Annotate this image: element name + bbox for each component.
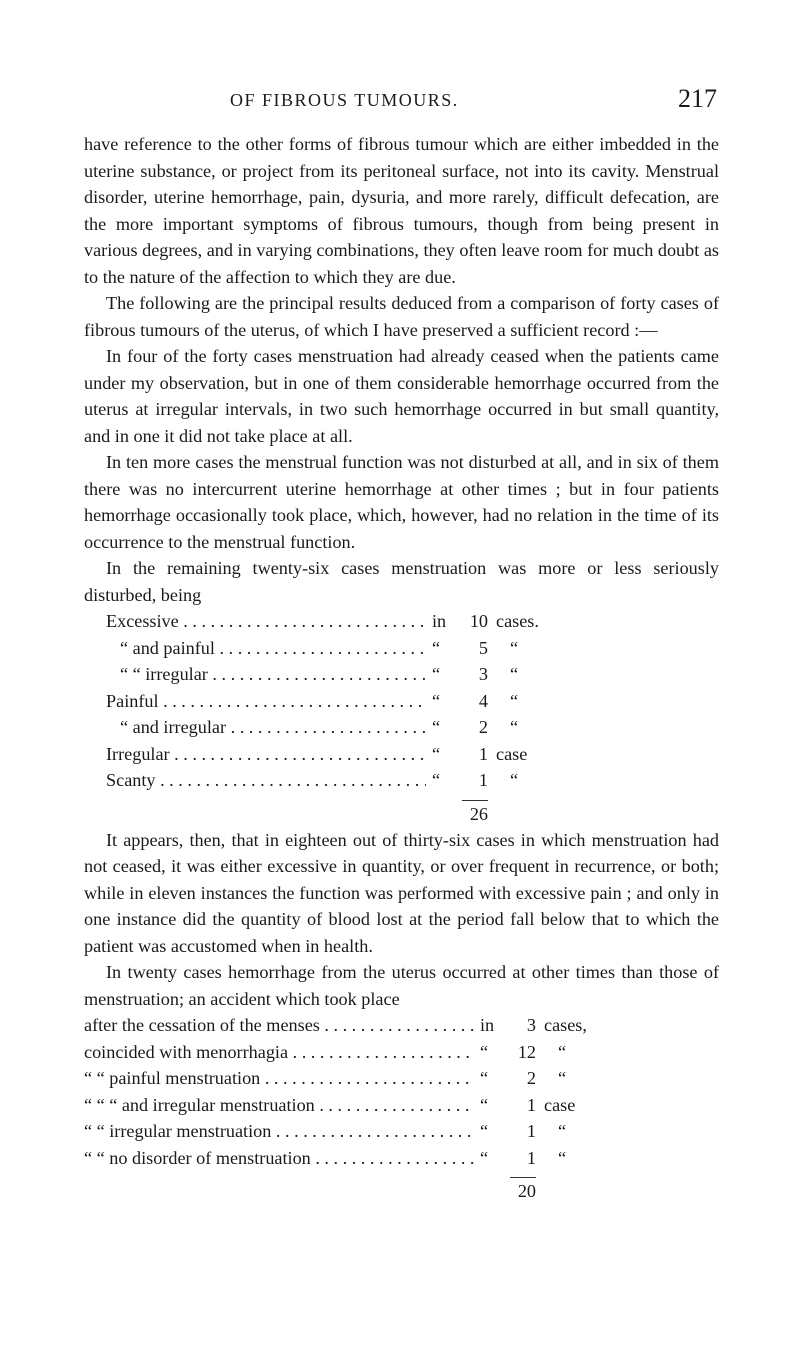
total-count: 26: [469, 803, 488, 824]
row-unit: “: [558, 1147, 567, 1168]
row-label: after the cessation of the menses . . .: [84, 1012, 474, 1039]
row-label: “ and painful . . .: [106, 635, 426, 662]
row-label: “ and irregular . . .: [106, 714, 426, 741]
paragraph-2: The following are the principal results deduced from a comparison of forty cases of fibrous tumours of the uterus, of which I have preserved a sufficient record :—: [84, 293, 719, 340]
row-label: Excessive . . .: [106, 608, 426, 635]
row-label: “ “ painful menstruation . . .: [84, 1065, 474, 1092]
row-unit: “: [558, 1068, 567, 1088]
row-unit: “: [510, 664, 519, 684]
table-total: [462, 801, 666, 827]
table-total: [510, 1178, 719, 1204]
paragraph-4: In ten more cases the menstrual function was not disturbed at all, and in six of them there was no intercurrent uterine hemorrhage at other times ; but in four patients hemorrhage occasionally took place, which, however, had no relation in the time of its occurrence to the menstrual function.: [84, 452, 719, 552]
row-unit: “: [558, 1041, 567, 1062]
row-prefix: “: [480, 1094, 489, 1115]
table-row: [84, 1039, 719, 1066]
row-prefix: “: [432, 770, 441, 790]
row-prefix: “: [480, 1147, 489, 1168]
row-count: 10: [469, 611, 488, 631]
sum-rule: [462, 794, 488, 801]
row-label: “ “ irregular menstruation . . .: [84, 1118, 474, 1145]
paragraph-3: In four of the forty cases menstruation had already ceased when the patients came under my observation, but in one of them considerable hemorrhage occurred from the uterus at irregular intervals, in two such hemorrhage occurred in but small quantity, and in one it did not take place at all.: [84, 346, 719, 446]
row-label: “ “ “ and irregular menstruation . . .: [84, 1092, 474, 1119]
table-row: [106, 635, 666, 662]
row-unit: case: [544, 1094, 576, 1115]
row-count: 1: [478, 743, 488, 764]
paragraph-7: In twenty cases hemorrhage from the uterus occurred at other times than those of menstruation; an accident which took place: [84, 962, 719, 1009]
paragraph-5: In the remaining twenty-six cases menstruation was more or less seriously disturbed, being: [84, 558, 719, 605]
row-prefix: “: [480, 1041, 489, 1062]
row-prefix: “: [480, 1121, 489, 1141]
row-prefix: in: [432, 611, 447, 631]
row-unit: “: [510, 770, 519, 790]
row-count: 4: [478, 690, 488, 711]
row-unit: cases.: [496, 611, 539, 631]
row-label: Painful . . .: [106, 688, 426, 715]
row-unit: “: [510, 637, 519, 658]
row-label: “ “ irregular . . .: [106, 661, 426, 688]
row-unit: “: [558, 1121, 567, 1141]
row-count: 3: [478, 664, 488, 684]
row-count: 2: [478, 717, 488, 737]
table-row: [84, 1145, 719, 1172]
row-label: Irregular . . .: [106, 741, 426, 768]
row-prefix: “: [480, 1068, 489, 1088]
table-row: [84, 1065, 719, 1092]
row-count: 3: [526, 1015, 536, 1035]
row-unit: cases,: [544, 1015, 587, 1035]
row-count: 12: [517, 1041, 536, 1062]
row-prefix: “: [432, 717, 441, 737]
sum-rule: [510, 1171, 536, 1178]
page-number: 217: [678, 84, 717, 113]
menstruation-table: [106, 608, 666, 827]
running-title: OF FIBROUS TUMOURS.: [230, 90, 459, 110]
table-row: [106, 767, 666, 794]
row-unit: “: [510, 690, 519, 711]
row-count: 1: [526, 1147, 536, 1168]
row-count: 5: [478, 637, 488, 658]
table-row: [84, 1012, 719, 1039]
row-unit: “: [510, 717, 519, 737]
row-label: Scanty . . .: [106, 767, 426, 794]
table-row: [84, 1118, 719, 1145]
table-row: [106, 608, 666, 635]
row-prefix: “: [432, 690, 441, 711]
row-label: coincided with menorrhagia . . .: [84, 1039, 474, 1066]
row-count: 1: [526, 1094, 536, 1115]
table-row: [106, 661, 666, 688]
row-prefix: “: [432, 743, 441, 764]
row-unit: case: [496, 743, 528, 764]
row-count: 1: [526, 1121, 536, 1141]
row-count: 1: [478, 770, 488, 790]
row-label: “ “ no disorder of menstruation . . .: [84, 1145, 474, 1172]
row-prefix: “: [432, 637, 441, 658]
table-row: [106, 688, 666, 715]
hemorrhage-table: [84, 1012, 719, 1204]
table-row: [84, 1092, 719, 1119]
paragraph-6: It appears, then, that in eighteen out of thirty-six cases in which menstruation had not ceased, it was either excessive in quantity, or over frequent in recurrence, or both; while in eleven instances the function was performed with excessive pain ; and only in one instance did the quantity of blood lost at the period fall below that to which the patient was accustomed when in health.: [84, 829, 719, 956]
row-count: 2: [526, 1068, 536, 1088]
table-row: [106, 714, 666, 741]
body-text: [84, 131, 719, 1204]
total-count: 20: [517, 1181, 536, 1201]
row-prefix: “: [432, 664, 441, 684]
row-prefix: in: [480, 1015, 495, 1035]
paragraph-1: have reference to the other forms of fibrous tumour which are either imbedded in the uterine substance, or project from its peritoneal surface, not into its cavity. Menstrual disorder, uterine hemorrhage, pain, dysuria, and more rarely, difficult defecation, are the more important symptoms of fibrous tumours, though from being present in various degrees, and in varying combinations, they often leave room for much doubt as to the nature of the affection to which they are due.: [84, 134, 719, 287]
table-row: [106, 741, 666, 768]
